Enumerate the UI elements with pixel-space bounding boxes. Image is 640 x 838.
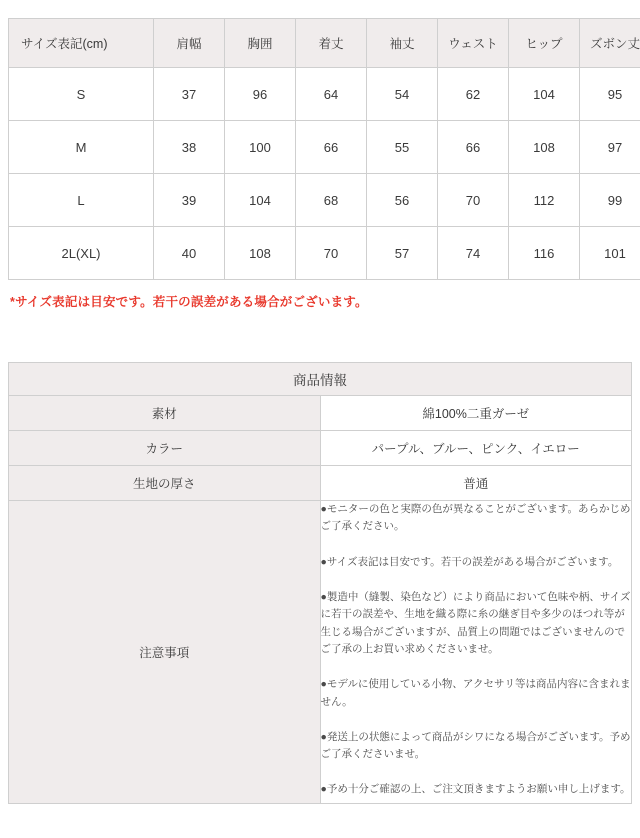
table-row [9, 68, 640, 121]
table-row [9, 174, 640, 227]
size-header-label: サイズ表記(cm) [9, 19, 154, 68]
size-row-label: 2L(XL) [9, 227, 154, 280]
size-header-pants-length: ズボン丈 [580, 19, 640, 68]
size-cell: 64 [296, 68, 367, 121]
size-cell: 97 [580, 121, 640, 174]
size-table-body [9, 68, 640, 280]
table-row [9, 466, 632, 501]
size-cell: 54 [367, 68, 438, 121]
size-table-header-row [9, 19, 640, 68]
product-info-table [8, 362, 632, 804]
section-spacer [8, 310, 632, 362]
size-cell: 112 [509, 174, 580, 227]
note-item: ●モデルに使用している小物、アクセサリ等は商品内容に含まれません。 [320, 678, 631, 708]
info-label-color: カラー [9, 431, 321, 466]
size-cell: 104 [509, 68, 580, 121]
size-cell: 62 [438, 68, 509, 121]
size-cell: 40 [154, 227, 225, 280]
size-header-sleeve: 袖丈 [367, 19, 438, 68]
size-cell: 108 [225, 227, 296, 280]
size-row-label: L [9, 174, 154, 227]
info-value-thickness: 普通 [320, 466, 632, 501]
size-cell: 96 [225, 68, 296, 121]
size-cell: 66 [296, 121, 367, 174]
size-header-bust: 胸囲 [225, 19, 296, 68]
size-cell: 101 [580, 227, 640, 280]
product-info-title: 商品情報 [9, 363, 632, 396]
size-cell: 66 [438, 121, 509, 174]
size-cell: 70 [438, 174, 509, 227]
table-row [9, 501, 632, 804]
size-cell: 37 [154, 68, 225, 121]
size-table [8, 18, 640, 280]
table-row [9, 121, 640, 174]
size-row-label: S [9, 68, 154, 121]
size-cell: 38 [154, 121, 225, 174]
size-header-shoulder: 肩幅 [154, 19, 225, 68]
info-label-thickness: 生地の厚さ [9, 466, 321, 501]
note-item: ●予め十分ご確認の上、ご注文頂きますようお願い申し上げます。 [320, 783, 631, 796]
size-cell: 70 [296, 227, 367, 280]
size-header-length: 着丈 [296, 19, 367, 68]
note-item: ●モニターの色と実際の色が異なることがございます。あらかじめご了承ください。 [320, 503, 631, 533]
note-item: ●発送上の状態によって商品がシワになる場合がございます。予めご了承くださいませ。 [320, 730, 631, 761]
note-item: ●サイズ表記は目安です。若干の誤差がある場合がございます。 [320, 555, 619, 568]
info-label-material: 素材 [9, 396, 321, 431]
size-cell: 57 [367, 227, 438, 280]
size-cell: 56 [367, 174, 438, 227]
info-value-color: パープル、ブルー、ピンク、イエロー [320, 431, 632, 466]
size-cell: 74 [438, 227, 509, 280]
table-row [9, 396, 632, 431]
size-row-label: M [9, 121, 154, 174]
size-cell: 104 [225, 174, 296, 227]
product-info-title-row [9, 363, 632, 396]
size-disclaimer-note: *サイズ表記は目安です。若干の誤差がある場合がございます。 [10, 295, 368, 309]
size-cell: 100 [225, 121, 296, 174]
size-cell: 68 [296, 174, 367, 227]
table-row [9, 431, 632, 466]
size-header-hip: ヒップ [509, 19, 580, 68]
size-cell: 99 [580, 174, 640, 227]
size-cell: 55 [367, 121, 438, 174]
note-item: ●製造中（縫製、染色など）により商品において色味や柄、サイズに若干の誤差や、生地を織る際に糸の継ぎ目や多少のほつれ等が生じる場合がございますが、品質上の問題ではございませんのでご了承の上お買い求めくださいませ。 [320, 590, 631, 655]
size-cell: 39 [154, 174, 225, 227]
info-value-notes [320, 501, 632, 804]
size-header-waist: ウェスト [438, 19, 509, 68]
size-cell: 108 [509, 121, 580, 174]
info-label-notes: 注意事項 [9, 501, 321, 804]
size-cell: 116 [509, 227, 580, 280]
product-info-body [9, 363, 632, 804]
size-table-head [9, 19, 640, 68]
info-value-material: 綿100%二重ガーゼ [320, 396, 632, 431]
table-row [9, 227, 640, 280]
size-cell: 95 [580, 68, 640, 121]
